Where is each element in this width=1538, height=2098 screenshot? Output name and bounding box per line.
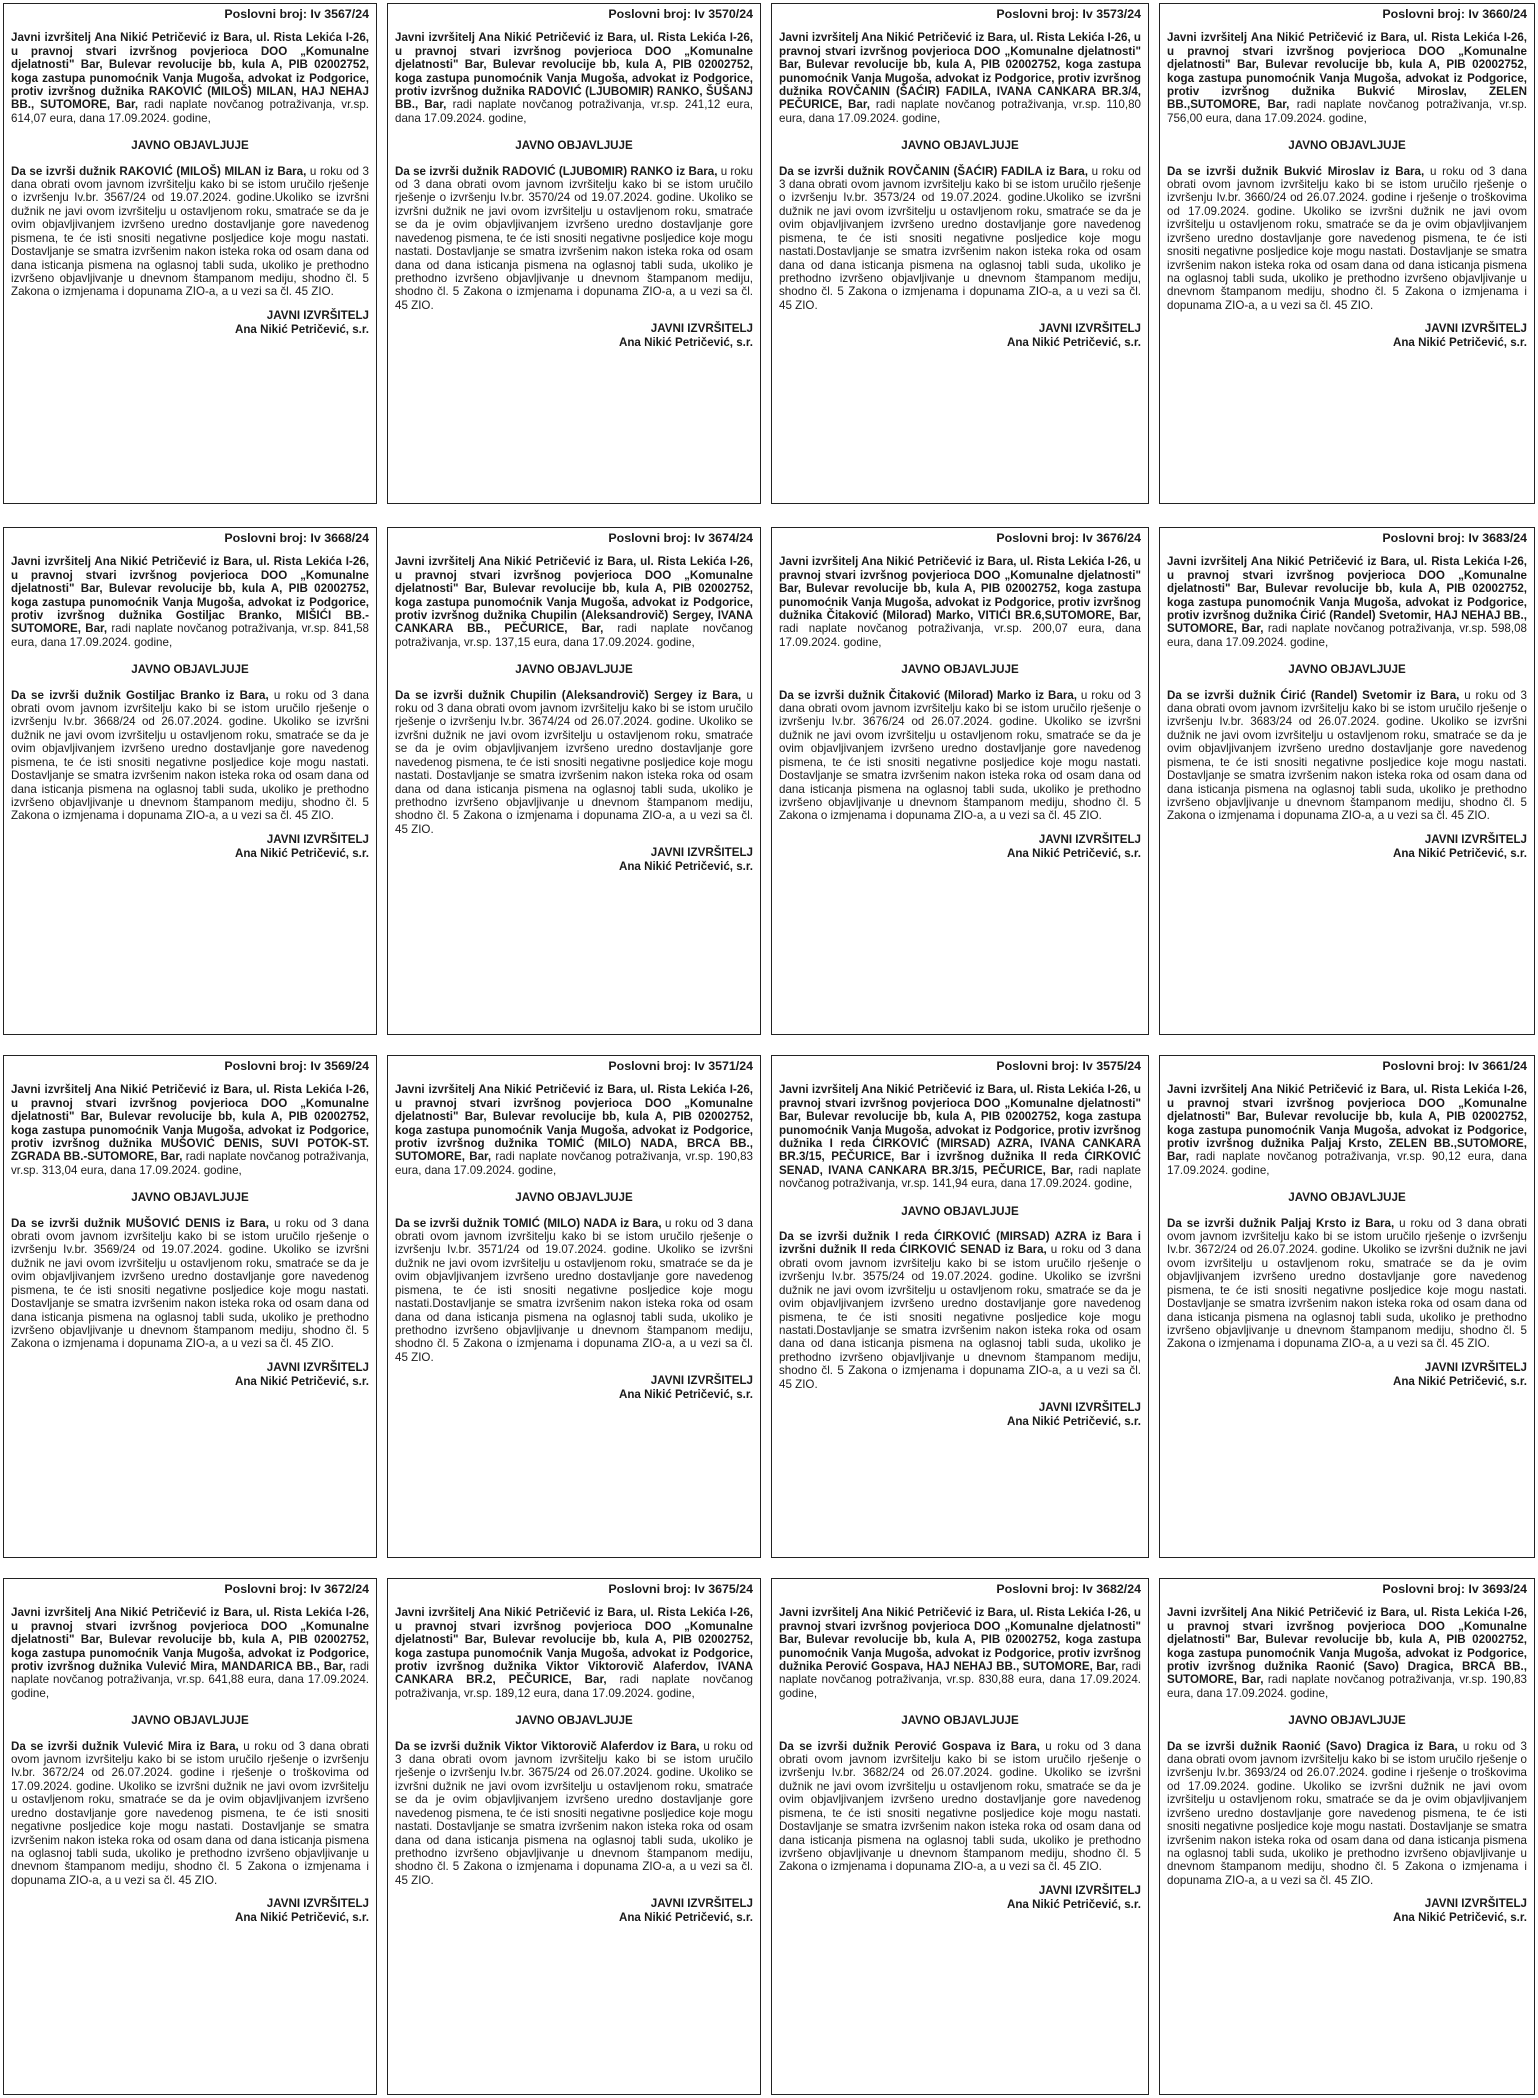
notice-3567	[3, 3, 377, 504]
signature-name: Ana Nikić Petričević, s.r.	[234, 1374, 369, 1388]
body-text: u roku od 3 dana obrati ovom javnom izvršitelju kako bi se istom uručilo rješenje o izvršenju Iv.br. 3569/24 od 19.07.2024. godine. Ukoliko se izvršni dužnik ne javi ovom izvršitelju u ostavljenom roku, smatraće se da je ovim objavljivanjem izvršeno uredno dostavljanje gore navedenog pismena, te će isti snositi negativne posljedice koje mogu nastati. Dostavljanje se smatra izvršenim nakon isteka roka od osam dana od dana isticanja pismena na oglasnoj tabli suda, ukoliko je prethodno izvršeno objavljivanje u dnevnom štampanom mediju, shodno čl. 5 Zakona o izmjenama i dopunama ZIO-a, a u vezi sa čl. 45 ZIO.	[11, 1216, 369, 1351]
signature	[395, 846, 753, 874]
signature-name: Ana Nikić Petričević, s.r.	[618, 1911, 753, 1925]
signature-name: Ana Nikić Petričević, s.r.	[234, 846, 369, 860]
case-number: Poslovni broj: Iv 3573/24	[996, 7, 1141, 21]
debtor-lead: Da se izvrši dužnik Vulević Mira iz Bara,	[11, 1739, 239, 1753]
notice-title: JAVNO OBJAVLJUJE	[515, 1714, 633, 1728]
notice-title: JAVNO OBJAVLJUJE	[901, 1714, 1019, 1728]
signature	[11, 1361, 369, 1389]
intro-rest: radi naplate novčanog potraživanja, vr.sp. 756,00 eura, dana 17.09.2024. godine,	[1167, 98, 1527, 125]
debtor-lead: Da se izvrši dužnik Ćirić (Randel) Svetomir iz Bara,	[1167, 688, 1460, 702]
signature-name: Ana Nikić Petričević, s.r.	[618, 1388, 753, 1402]
signature-title: JAVNI IZVRŠITELJ	[266, 308, 369, 322]
notice-3676	[771, 527, 1149, 1035]
intro-lead: Javni izvršitelj Ana Nikić Petričević iz Bara, ul. Rista Lekića I-26, u pravnoj stvari izvršnog povjerioca DOO „Komunalne djelatnosti" Bar, Bulevar revolucije bb, kula A, PIB 02002752, koga zastupa punomoćnik Vanja Mugoša, advokat iz Podgorice, protiv izvršnog dužnika I reda ĆIRKOVIĆ (MIRSAD) AZRA, IVANA CANKARA BR.3/15, PEČURICE, Bar i izvršnog dužnika II reda ĆIRKOVIĆ SENAD, IVANA CANKARA BR.3/15, PEČURICE, Bar,	[779, 1083, 1141, 1177]
signature-title: JAVNI IZVRŠITELJ	[650, 1897, 753, 1911]
notice-title: JAVNO OBJAVLJUJE	[515, 1191, 633, 1205]
notice-intro	[11, 31, 369, 125]
intro-lead: Javni izvršitelj Ana Nikić Petričević iz Bara, ul. Rista Lekića I-26, u pravnoj stvari izvršnog povjerioca DOO „Komunalne djelatnosti" Bar, Bulevar revolucije bb, kula A, PIB 02002752, koga zastupa punomoćnik Vanja Mugoša, advokat iz Podgorice, protiv izvršnog dužnika Perović Gospava, HAJ NEHAJ BB., SUTOMORE, Bar,	[779, 1606, 1141, 1674]
notice-3573	[771, 3, 1149, 504]
debtor-lead: Da se izvrši dužnik Chupilin (Aleksandrovič) Sergey iz Bara,	[395, 688, 742, 702]
intro-rest: radi naplate novčanog potraživanja, vr.sp. 241,12 eura, dana 17.09.2024. godine,	[395, 98, 753, 125]
debtor-lead: Da se izvrši dužnik Perović Gospava iz Bara,	[779, 1739, 1040, 1753]
signature	[11, 833, 369, 861]
body-text: u roku od 3 dana obrati ovom javnom izvršitelju kako bi se istom uručilo rješenje o izvršenju Iv.br. 3674/24 od 26.07.2024. godine. Ukoliko se izvršni dužnik ne javi ovom izvršitelju u ostavljenom roku, smatraće se da je ovim objavljivanjem izvršeno uredno dostavljanje gore navedenog pismena, te će isti snositi negativne posljedice koje mogu nastati. Dostavljanje se smatra izvršenim nakon isteka roka od osam dana od dana isticanja pismena na oglasnoj tabli suda, ukoliko je prethodno izvršeno objavljivanje u dnevnom štampanom mediju, shodno čl. 5 Zakona o izmjenama i dopunama ZIO-a, a u vezi sa čl. 45 ZIO.	[395, 688, 753, 836]
notice-intro	[779, 555, 1141, 649]
signature	[1167, 1897, 1527, 1925]
notice-intro	[395, 31, 753, 125]
body-text: u roku od 3 dana obrati ovom javnom izvršitelju kako bi se istom uručilo rješenje o izvršenju Iv.br. 3676/24 od 26.07.2024. godine. Ukoliko se izvršni dužnik ne javi ovom izvršitelju u ostavljenom roku, smatraće se da je ovim objavljivanjem izvršeno uredno dostavljanje gore navedenog pismena, te će isti snositi negativne posljedice koje mogu nastati. Dostavljanje se smatra izvršenim nakon isteka roka od osam dana od dana isticanja pismena na oglasnoj tabli suda, ukoliko je prethodno izvršeno objavljivanje u dnevnom štampanom mediju, shodno čl. 5 Zakona o izmjenama i dopunama ZIO-a, a u vezi sa čl. 45 ZIO.	[779, 688, 1141, 823]
body-text: u roku od 3 dana obrati ovom javnom izvršitelju kako bi se istom uručilo rješenje o izvršenju Iv.br. 3573/24 od 19.07.2024. godine.Ukoliko se izvršni dužnik ne javi ovom izvršitelju u ostavljenom roku, smatraće se da je ovim objavljivanjem izvršeno uredno dostavljanje gore navedenog pismena, te će isti snositi negativne posljedice koje mogu nastati.Dostavljanje se smatra izvršenim nakon isteka roka od osam dana od dana isticanja pismena na oglasnoj tabli suda, ukoliko je prethodno izvršeno objavljivanje u dnevnom štampanom mediju, shodno čl. 5 Zakona o izmjenama i dopunama ZIO-a, a u vezi sa čl. 45 ZIO.	[779, 164, 1141, 312]
signature	[779, 322, 1141, 350]
signature	[1167, 1361, 1527, 1389]
case-number: Poslovni broj: Iv 3683/24	[1382, 531, 1527, 545]
signature	[395, 322, 753, 350]
notice-body	[779, 1740, 1141, 1874]
notice-3672	[3, 1578, 377, 2095]
debtor-lead: Da se izvrši dužnik Čitaković (Milorad) Marko iz Bara,	[779, 688, 1078, 702]
notice-intro	[1167, 555, 1527, 649]
notice-3682	[771, 1578, 1149, 2095]
intro-lead: Javni izvršitelj Ana Nikić Petričević iz Bara, ul. Rista Lekića I-26, u pravnoj stvari izvršnog povjerioca DOO „Komunalne djelatnosti" Bar, Bulevar revolucije bb, kula A, PIB 02002752, koga zastupa punomoćnik Vanja Mugoša, advokat iz Podgorice, protiv izvršnog dužnika Gostiljac Branko, MIŠIĆI BB.- SUTOMORE, Bar,	[11, 555, 369, 636]
notice-title: JAVNO OBJAVLJUJE	[131, 1714, 249, 1728]
case-number: Poslovni broj: Iv 3575/24	[996, 1059, 1141, 1073]
notice-body	[1167, 165, 1527, 312]
notice-title: JAVNO OBJAVLJUJE	[1288, 1714, 1406, 1728]
notice-title: JAVNO OBJAVLJUJE	[901, 139, 1019, 153]
notice-intro	[1167, 31, 1527, 125]
notice-intro	[395, 1083, 753, 1177]
notice-body	[1167, 1740, 1527, 1887]
case-number: Poslovni broj: Iv 3569/24	[224, 1059, 369, 1073]
signature-name: Ana Nikić Petričević, s.r.	[1392, 1911, 1527, 1925]
debtor-lead: Da se izvrši dužnik RADOVIĆ (LJUBOMIR) RANKO iz Bara,	[395, 164, 718, 178]
notice-3570	[387, 3, 761, 504]
signature	[779, 1884, 1141, 1912]
notice-body	[779, 1230, 1141, 1391]
debtor-lead: Da se izvrši dužnik Raonić (Savo) Dragica iz Bara,	[1167, 1739, 1458, 1753]
intro-rest: radi naplate novčanog potraživanja, vr.sp. 110,80 eura, dana 17.09.2024. godine,	[779, 98, 1141, 125]
signature-name: Ana Nikić Petričević, s.r.	[1006, 336, 1141, 350]
notice-3571	[387, 1055, 761, 1558]
intro-lead: Javni izvršitelj Ana Nikić Petričević iz Bara, ul. Rista Lekića I-26, u pravnoj stvari izvršnog povjerioca DOO „Komunalne djelatnosti" Bar, Bulevar revolucije bb, kula A, PIB 02002752, koga zastupa punomoćnik Vanja Mugoša, advokat iz Podgorice, protiv izvršnog dužnika MUŠOVIĆ DENIS, SUVI POTOK-ST. ZGRADA BB.-SUTOMORE, Bar,	[11, 1083, 369, 1164]
notice-body	[11, 1740, 369, 1887]
body-text: u roku od 3 dana obrati ovom javnom izvršitelju kako bi se istom uručilo rješenje o izvršenju Iv.br. 3575/24 od 19.07.2024. godine. Ukoliko se izvršni dužnik ne javi ovom izvršitelju u ostavljenom roku, smatraće se da je ovim objavljivanjem izvršeno uredno dostavljanje gore navedenog pismena, te će isti snositi negativne posljedice koje mogu nastati.Dostavljanje se smatra izvršenim nakon isteka roka od osam dana od dana isticanja pismena na oglasnoj tabli suda, ukoliko je prethodno izvršeno objavljivanje u dnevnom štampanom mediju, shodno čl. 5 Zakona o izmjenama i dopunama ZIO-a, a u vezi sa čl. 45 ZIO.	[779, 1243, 1141, 1391]
intro-rest: radi naplate novčanog potraživanja, vr.sp. 190,83 eura, dana 17.09.2024. godine,	[1167, 1673, 1527, 1700]
signature	[1167, 322, 1527, 350]
body-text: u roku od 3 dana obrati ovom javnom izvršitelju kako bi se istom uručilo rješenje o izvršenju Iv.br. 3672/24 od 26.07.2024. godine i rješenje o troškovima od 17.09.2024. godine. Ukoliko se izvršni dužnik ne javi ovom izvršitelju u ostavljenom roku, smatraće se da je ovim objavljivanjem izvršeno uredno dostavljanje gore navedenog pismena, te će isti snositi negativne posljedice koje mogu nastati. Dostavljanje se smatra izvršenim nakon isteka roka od osam dana od dana isticanja pismena na oglasnoj tabli suda, ukoliko je prethodno izvršeno objavljivanje u dnevnom štampanom mediju, shodno čl. 5 Zakona o izmjenama i dopunama ZIO-a, a u vezi sa čl. 45 ZIO.	[11, 1739, 370, 1887]
intro-lead: Javni izvršitelj Ana Nikić Petričević iz Bara, ul. Rista Lekića I-26, u pravnoj stvari izvršnog povjerioca DOO „Komunalne djelatnosti" Bar, Bulevar revolucije bb, kula A, PIB 02002752, koga zastupa punomoćnik Vanja Mugoša, advokat iz Podgorice, protiv izvršnog dužnika Čitaković (Milorad) Marko, VITIĆI BR.6,SUTOMORE, Bar,	[779, 555, 1141, 623]
body-text: u roku od 3 dana obrati ovom javnom izvršitelju kako bi se istom uručilo rješenje o izvršenju Iv.br. 3683/24 od 26.07.2024. godine. Ukoliko se izvršni dužnik ne javi ovom izvršitelju u ostavljenom roku, smatraće se da je ovim objavljivanjem izvršeno uredno dostavljanje gore navedenog pismena, te će isti snositi negativne posljedice koje mogu nastati. Dostavljanje se smatra izvršenim nakon isteka roka od osam dana od dana isticanja pismena na oglasnoj tabli suda, ukoliko je prethodno izvršeno objavljivanje u dnevnom štampanom mediju, shodno čl. 5 Zakona o izmjenama i dopunama ZIO-a, a u vezi sa čl. 45 ZIO.	[1167, 688, 1527, 823]
case-number: Poslovni broj: Iv 3672/24	[224, 1582, 369, 1596]
signature-title: JAVNI IZVRŠITELJ	[266, 832, 369, 846]
case-number: Poslovni broj: Iv 3676/24	[996, 531, 1141, 545]
notice-title: JAVNO OBJAVLJUJE	[131, 663, 249, 677]
signature-title: JAVNI IZVRŠITELJ	[1424, 1897, 1527, 1911]
intro-lead: Javni izvršitelj Ana Nikić Petričević iz Bara, ul. Rista Lekića I-26, u pravnoj stvari izvršnog povjerioca DOO „Komunalne djelatnosti" Bar, Bulevar revolucije bb, kula A, PIB 02002752, koga zastupa punomoćnik Vanja Mugoša, advokat iz Podgorice, protiv izvršnog dužnika Ćirić (Randel) Svetomir, HAJ NEHAJ BB., SUTOMORE, Bar,	[1167, 555, 1527, 636]
signature	[11, 309, 369, 337]
notice-intro	[1167, 1606, 1527, 1700]
signature-title: JAVNI IZVRŠITELJ	[1424, 322, 1527, 336]
case-number: Poslovni broj: Iv 3693/24	[1382, 1582, 1527, 1596]
signature-name: Ana Nikić Petričević, s.r.	[1392, 336, 1527, 350]
notice-intro	[395, 555, 753, 649]
notice-body	[779, 689, 1141, 823]
notice-body	[1167, 689, 1527, 823]
intro-lead: Javni izvršitelj Ana Nikić Petričević iz Bara, ul. Rista Lekića I-26, u pravnoj stvari izvršnog povjerioca DOO „Komunalne djelatnosti" Bar, Bulevar revolucije bb, kula A, PIB 02002752, koga zastupa punomoćnik Vanja Mugoša, advokat iz Podgorice, protiv izvršnog dužnika ROVČANIN (ŠAĆIR) FADILA, IVANA CANKARA BR.3/4, PEČURICE, Bar,	[779, 31, 1141, 112]
intro-lead: Javni izvršitelj Ana Nikić Petričević iz Bara, ul. Rista Lekića I-26, u pravnoj stvari izvršnog povjerioca DOO „Komunalne djelatnosti" Bar, Bulevar revolucije bb, kula A, PIB 02002752, koga zastupa punomoćnik Vanja Mugoša, advokat iz Podgorice, protiv izvršnog dužnika Vulević Mira, MANDARICA BB., Bar,	[11, 1606, 369, 1674]
notice-body	[11, 165, 369, 299]
signature-title: JAVNI IZVRŠITELJ	[1038, 322, 1141, 336]
notice-3575	[771, 1055, 1149, 1558]
notice-title: JAVNO OBJAVLJUJE	[131, 139, 249, 153]
intro-rest: radi naplate novčanog potraživanja, vr.sp. 841,58 eura, dana 17.09.2024. godine,	[11, 622, 369, 649]
case-number: Poslovni broj: Iv 3661/24	[1382, 1059, 1527, 1073]
body-text: u roku od 3 dana obrati ovom javnom izvršitelju kako bi se istom uručilo rješenje o izvršenju Iv.br. 3571/24 od 19.07.2024. godine. Ukoliko se izvršni dužnik ne javi ovom izvršitelju u ostavljenom roku, smatraće se da je ovim objavljivanjem izvršeno uredno dostavljanje gore navedenog pismena, te će isti snositi negativne posljedice koje mogu nastati.Dostavljanje se smatra izvršenim nakon isteka roka od osam dana od dana isticanja pismena na oglasnoj tabli suda, ukoliko je prethodno izvršeno objavljivanje u dnevnom štampanom mediju, shodno čl. 5 Zakona o izmjenama i dopunama ZIO-a, a u vezi sa čl. 45 ZIO.	[395, 1216, 753, 1364]
notice-title: JAVNO OBJAVLJUJE	[1288, 663, 1406, 677]
notice-3661	[1159, 1055, 1535, 1558]
notice-intro	[779, 31, 1141, 125]
signature-name: Ana Nikić Petričević, s.r.	[1392, 846, 1527, 860]
intro-rest: radi naplate novčanog potraživanja, vr.sp. 141,94 eura, dana 17.09.2024. godine,	[779, 1163, 1142, 1191]
case-number: Poslovni broj: Iv 3675/24	[608, 1582, 753, 1596]
signature-name: Ana Nikić Petričević, s.r.	[1006, 1414, 1141, 1428]
intro-rest: radi naplate novčanog potraživanja, vr.sp. 90,12 eura, dana 17.09.2024. godine,	[1167, 1150, 1527, 1177]
signature-name: Ana Nikić Petričević, s.r.	[618, 860, 753, 874]
signature-title: JAVNI IZVRŠITELJ	[1038, 1883, 1141, 1897]
signature-name: Ana Nikić Petričević, s.r.	[618, 336, 753, 350]
intro-lead: Javni izvršitelj Ana Nikić Petričević iz Bara, ul. Rista Lekića I-26, u pravnoj stvari izvršnog povjerioca DOO „Komunalne djelatnosti" Bar, Bulevar revolucije bb, kula A, PIB 02002752, koga zastupa punomoćnik Vanja Mugoša, advokat iz Podgorice, protiv izvršnog dužnika RADOVIĆ (LJUBOMIR) RANKO, ŠUŠANJ BB., Bar,	[395, 31, 753, 112]
intro-lead: Javni izvršitelj Ana Nikić Petričević iz Bara, ul. Rista Lekića I-26, u pravnoj stvari izvršnog povjerioca DOO „Komunalne djelatnosti" Bar, Bulevar revolucije bb, kula A, PIB 02002752, koga zastupa punomoćnik Vanja Mugoša, advokat iz Podgorice, protiv izvršnog dužnika RAKOVIĆ (MILOŠ) MILAN, HAJ NEHAJ BB., SUTOMORE, Bar,	[11, 31, 369, 112]
signature	[1167, 833, 1527, 861]
intro-rest: radi naplate novčanog potraživanja, vr.sp. 200,07 eura, dana 17.09.2024. godine,	[779, 622, 1141, 649]
signature-title: JAVNI IZVRŠITELJ	[266, 1897, 369, 1911]
notice-title: JAVNO OBJAVLJUJE	[131, 1191, 249, 1205]
signature	[395, 1897, 753, 1925]
notice-3660	[1159, 3, 1535, 504]
case-number: Poslovni broj: Iv 3674/24	[608, 531, 753, 545]
debtor-lead: Da se izvrši dužnik Viktor Viktorovič Alaferdov iz Bara,	[395, 1739, 700, 1753]
intro-rest: radi naplate novčanog potraživanja, vr.sp. 598,08 eura, dana 17.09.2024. godine,	[1167, 622, 1527, 649]
debtor-lead: Da se izvrši dužnik ROVČANIN (ŠAĆIR) FADILA iz Bara,	[779, 164, 1088, 178]
notice-body	[11, 689, 369, 823]
notice-intro	[779, 1083, 1141, 1190]
intro-lead: Javni izvršitelj Ana Nikić Petričević iz Bara, ul. Rista Lekića I-26, u pravnoj stvari izvršnog povjerioca DOO „Komunalne djelatnosti" Bar, Bulevar revolucije bb, kula A, PIB 02002752, koga zastupa punomoćnik Vanja Mugoša, advokat iz Podgorice, protiv izvršnog dužnika TOMIĆ (MILO) NADA, BRCA BB., SUTOMORE, Bar,	[395, 1083, 753, 1164]
debtor-lead: Da se izvrši dužnik I reda ĆIRKOVIĆ (MIRSAD) AZRA iz Bara i izvršni dužnik II reda ĆIRKOVIĆ SENAD iz Bara,	[779, 1230, 1141, 1257]
intro-rest: radi naplate novčanog potraživanja, vr.sp. 830,88 eura, dana 17.09.2024. godine,	[779, 1660, 1141, 1700]
notice-intro	[11, 1083, 369, 1177]
debtor-lead: Da se izvrši dužnik TOMIĆ (MILO) NADA iz Bara,	[395, 1216, 662, 1230]
intro-rest: radi naplate novčanog potraživanja, vr.sp. 641,88 eura, dana 17.09.2024. godine,	[11, 1660, 369, 1700]
signature-title: JAVNI IZVRŠITELJ	[1424, 1360, 1527, 1374]
intro-lead: Javni izvršitelj Ana Nikić Petričević iz Bara, ul. Rista Lekića I-26, u pravnoj stvari izvršnog povjerioca DOO „Komunalne djelatnosti" Bar, Bulevar revolucije bb, kula A, PIB 02002752, koga zastupa punomoćnik Vanja Mugoša, advokat iz Podgorice, protiv izvršnog dužnika Bukvić Miroslav, ZELEN BB.,SUTOMORE, Bar,	[1167, 31, 1527, 112]
intro-rest: radi naplate novčanog potraživanja, vr.sp. 313,04 eura, dana 17.09.2024. godine,	[11, 1150, 369, 1177]
body-text: u roku od 3 dana obrati ovom javnom izvršitelju kako bi se istom uručilo rješenje o izvršenju Iv.br. 3693/24 od 26.07.2024. godine i rješenje o troškovima od 17.09.2024. godine. Ukoliko se izvršni dužnik ne javi ovom izvršitelju u ostavljenom roku, smatraće se da je ovim objavljivanjem izvršeno uredno dostavljanje gore navedenog pismena, te će isti snositi negativne posljedice koje mogu nastati. Dostavljanje se smatra izvršenim nakon isteka roka od osam dana od dana isticanja pismena na oglasnoj tabli suda, ukoliko je prethodno izvršeno objavljivanje u dnevnom štampanom mediju, shodno čl. 5 Zakona o izmjenama i dopunama ZIO-a, a u vezi sa čl. 45 ZIO.	[1167, 1739, 1527, 1887]
notice-body	[779, 165, 1141, 312]
signature	[11, 1897, 369, 1925]
body-text: u roku od 3 dana obrati ovom javnom izvršitelju kako bi se istom uručilo rješenje o izvršenju Iv.br. 3660/24 od 26.07.2024. godine i rješenje o troškovima od 17.09.2024. godine. Ukoliko se izvršni dužnik ne javi ovom izvršitelju u ostavljenom roku, smatraće se da je ovim objavljivanjem izvršeno uredno dostavljanje gore navedenog pismena, te će isti snositi negativne posljedice koje mogu nastati. Dostavljanje se smatra izvršenim nakon isteka roka od osam dana od dana isticanja pismena na oglasnoj tabli suda, ukoliko je prethodno izvršeno objavljivanje u dnevnom štampanom mediju, shodno čl. 5 Zakona o izmjenama i dopunama ZIO-a, a u vezi sa čl. 45 ZIO.	[1167, 164, 1527, 312]
notice-title: JAVNO OBJAVLJUJE	[515, 139, 633, 153]
signature-name: Ana Nikić Petričević, s.r.	[1006, 1897, 1141, 1911]
notice-title: JAVNO OBJAVLJUJE	[901, 1204, 1019, 1218]
case-number: Poslovni broj: Iv 3570/24	[608, 7, 753, 21]
signature-title: JAVNI IZVRŠITELJ	[650, 322, 753, 336]
case-number: Poslovni broj: Iv 3660/24	[1382, 7, 1527, 21]
intro-rest: radi naplate novčanog potraživanja, vr.sp. 189,12 eura, dana 17.09.2024. godine,	[395, 1673, 753, 1700]
signature-title: JAVNI IZVRŠITELJ	[1424, 832, 1527, 846]
debtor-lead: Da se izvrši dužnik RAKOVIĆ (MILOŠ) MILAN iz Bara,	[11, 164, 307, 178]
body-text: u roku od 3 dana obrati ovom javnom izvršitelju kako bi se istom uručilo rješenje o izvršenju Iv.br. 3668/24 od 26.07.2024. godine. Ukoliko se izvršni dužnik ne javi ovom izvršitelju u ostavljenom roku, smatraće se da je ovim objavljivanjem izvršeno uredno dostavljanje gore navedenog pismena, te će isti snositi negativne posljedice koje mogu nastati. Dostavljanje se smatra izvršenim nakon isteka roka od osam dana od dana isticanja pismena na oglasnoj tabli suda, ukoliko je prethodno izvršeno objavljivanje u dnevnom štampanom mediju, shodno čl. 5 Zakona o izmjenama i dopunama ZIO-a, a u vezi sa čl. 45 ZIO.	[11, 688, 369, 823]
body-text: u roku od 3 dana obrati ovom javnom izvršitelju kako bi se istom uručilo rješenje o izvršenju Iv.br. 3567/24 od 19.07.2024. godine.Ukoliko se izvršni dužnik ne javi ovom izvršitelju u ostavljenom roku, smatraće se da je ovim objavljivanjem izvršeno uredno dostavljanje gore navedenog pismena, te će isti snositi negativne posljedice koje mogu nastati. Dostavljanje se smatra izvršenim nakon isteka roka od osam dana od dana isticanja pismena na oglasnoj tabli suda, ukoliko je prethodno izvršeno objavljivanje u dnevnom štampanom mediju, shodno čl. 5 Zakona o izmjenama i dopunama ZIO-a, a u vezi sa čl. 45 ZIO.	[11, 164, 370, 299]
intro-lead: Javni izvršitelj Ana Nikić Petričević iz Bara, ul. Rista Lekića I-26, u pravnoj stvari izvršnog povjerioca DOO „Komunalne djelatnosti" Bar, Bulevar revolucije bb, kula A, PIB 02002752, koga zastupa punomoćnik Vanja Mugoša, advokat iz Podgorice, protiv izvršnog dužnika Chupilin (Aleksandrovič) Sergey, IVANA CANKARA BB., PEČURICE, Bar,	[395, 555, 753, 636]
case-number: Poslovni broj: Iv 3571/24	[608, 1059, 753, 1073]
notice-intro	[11, 1606, 369, 1700]
body-text: u roku od 3 dana obrati ovom javnom izvršitelju kako bi se istom uručilo rješenje o izvršenju Iv.br. 3675/24 od 26.07.2024. godine. Ukoliko se izvršni dužnik ne javi ovom izvršitelju u ostavljenom roku, smatraće se da je ovim objavljivanjem izvršeno uredno dostavljanje gore navedenog pismena, te će isti snositi negativne posljedice koje mogu nastati. Dostavljanje se smatra izvršenim nakon isteka roka od osam dana od dana isticanja pismena na oglasnoj tabli suda, ukoliko je prethodno izvršeno objavljivanje u dnevnom štampanom mediju, shodno čl. 5 Zakona o izmjenama i dopunama ZIO-a, a u vezi sa čl. 45 ZIO.	[395, 1739, 753, 1887]
signature-title: JAVNI IZVRŠITELJ	[650, 1374, 753, 1388]
notice-3674	[387, 527, 761, 1035]
notice-body	[11, 1217, 369, 1351]
signature	[395, 1374, 753, 1402]
signature	[779, 1401, 1141, 1429]
signature-name: Ana Nikić Petričević, s.r.	[1392, 1374, 1527, 1388]
notice-body	[1167, 1217, 1527, 1351]
intro-lead: Javni izvršitelj Ana Nikić Petričević iz Bara, ul. Rista Lekića I-26, u pravnoj stvari izvršnog povjerioca DOO „Komunalne djelatnosti" Bar, Bulevar revolucije bb, kula A, PIB 02002752, koga zastupa punomoćnik Vanja Mugoša, advokat iz Podgorice, protiv izvršnog dužnika Paljaj Krsto, ZELEN BB.,SUTOMORE, Bar,	[1167, 1083, 1527, 1164]
case-number: Poslovni broj: Iv 3668/24	[224, 531, 369, 545]
notice-title: JAVNO OBJAVLJUJE	[901, 663, 1019, 677]
case-number: Poslovni broj: Iv 3682/24	[996, 1582, 1141, 1596]
notice-3683	[1159, 527, 1535, 1035]
notice-title: JAVNO OBJAVLJUJE	[1288, 1191, 1406, 1205]
signature-name: Ana Nikić Petričević, s.r.	[234, 1911, 369, 1925]
debtor-lead: Da se izvrši dužnik Gostiljac Branko iz Bara,	[11, 688, 269, 702]
debtor-lead: Da se izvrši dužnik Paljaj Krsto iz Bara,	[1167, 1216, 1395, 1230]
notice-body	[395, 689, 753, 836]
notice-intro	[1167, 1083, 1527, 1177]
body-text: u roku od 3 dana obrati ovom javnom izvršitelju kako bi se istom uručilo rješenje o izvršenju Iv.br. 3682/24 od 26.07.2024. godine. Ukoliko se izvršni dužnik ne javi ovom izvršitelju u ostavljenom roku, smatraće se da je ovim objavljivanjem izvršeno uredno dostavljanje gore navedenog pismena, te će isti snositi negativne posljedice koje mogu nastati. Dostavljanje se smatra izvršenim nakon isteka roka od osam dana od dana isticanja pismena na oglasnoj tabli suda, ukoliko je prethodno izvršeno objavljivanje u dnevnom štampanom mediju, shodno čl. 5 Zakona o izmjenama i dopunama ZIO-a, a u vezi sa čl. 45 ZIO.	[779, 1739, 1141, 1874]
signature-title: JAVNI IZVRŠITELJ	[650, 846, 753, 860]
body-text: u roku od 3 dana obrati ovom javnom izvršitelju kako bi se istom uručilo rješenje o izvršenju Iv.br. 3672/24 od 26.07.2024. godine. Ukoliko se izvršni dužnik ne javi ovom izvršitelju u ostavljenom roku, smatraće se da je ovim objavljivanjem izvršeno uredno dostavljanje gore navedenog pismena, te će isti snositi negativne posljedice koje mogu nastati. Dostavljanje se smatra izvršenim nakon isteka roka od osam dana od dana isticanja pismena na oglasnoj tabli suda, ukoliko je prethodno izvršeno objavljivanje u dnevnom štampanom mediju, shodno čl. 5 Zakona o izmjenama i dopunama ZIO-a, a u vezi sa čl. 45 ZIO.	[1167, 1216, 1527, 1351]
debtor-lead: Da se izvrši dužnik MUŠOVIĆ DENIS iz Bara,	[11, 1216, 269, 1230]
notice-body	[395, 1740, 753, 1887]
signature-name: Ana Nikić Petričević, s.r.	[234, 322, 369, 336]
intro-lead: Javni izvršitelj Ana Nikić Petričević iz Bara, ul. Rista Lekića I-26, u pravnoj stvari izvršnog povjerioca DOO „Komunalne djelatnosti" Bar, Bulevar revolucije bb, kula A, PIB 02002752, koga zastupa punomoćnik Vanja Mugoša, advokat iz Podgorice, protiv izvršnog dužnika Viktor Viktorovič Alaferdov, IVANA CANKARA BR.2, PEČURICE, Bar,	[395, 1606, 753, 1687]
intro-rest: radi naplate novčanog potraživanja, vr.sp. 614,07 eura, dana 17.09.2024. godine,	[11, 98, 369, 125]
signature-title: JAVNI IZVRŠITELJ	[1038, 832, 1141, 846]
signature	[779, 833, 1141, 861]
notice-title: JAVNO OBJAVLJUJE	[515, 663, 633, 677]
notice-3569	[3, 1055, 377, 1558]
intro-rest: radi naplate novčanog potraživanja, vr.sp. 137,15 eura, dana 17.09.2024. godine,	[395, 622, 753, 649]
signature-name: Ana Nikić Petričević, s.r.	[1006, 846, 1141, 860]
signature-title: JAVNI IZVRŠITELJ	[1038, 1400, 1141, 1414]
signature-title: JAVNI IZVRŠITELJ	[266, 1360, 369, 1374]
notice-3668	[3, 527, 377, 1035]
intro-lead: Javni izvršitelj Ana Nikić Petričević iz Bara, ul. Rista Lekića I-26, u pravnoj stvari izvršnog povjerioca DOO „Komunalne djelatnosti" Bar, Bulevar revolucije bb, kula A, PIB 02002752, koga zastupa punomoćnik Vanja Mugoša, advokat iz Podgorice, protiv izvršnog dužnika Raonić (Savo) Dragica, BRCA BB., SUTOMORE, Bar,	[1167, 1606, 1527, 1687]
body-text: u roku od 3 dana obrati ovom javnom izvršitelju kako bi se istom uručilo rješenje o izvršenju Iv.br. 3570/24 od 19.07.2024. godine. Ukoliko se izvršni dužnik ne javi ovom izvršitelju u ostavljenom roku, smatraće se da je ovim objavljivanjem izvršeno uredno dostavljanje gore navedenog pismena, te će isti snositi negativne posljedice koje mogu nastati. Dostavljanje se smatra izvršenim nakon isteka roka od osam dana od dana isticanja pismena na oglasnoj tabli suda, ukoliko je prethodno izvršeno objavljivanje u dnevnom štampanom mediju, shodno čl. 5 Zakona o izmjenama i dopunama ZIO-a, a u vezi sa čl. 45 ZIO.	[395, 164, 753, 312]
notice-intro	[11, 555, 369, 649]
notice-title: JAVNO OBJAVLJUJE	[1288, 139, 1406, 153]
notice-intro	[779, 1606, 1141, 1700]
notice-3675	[387, 1578, 761, 2095]
case-number: Poslovni broj: Iv 3567/24	[224, 7, 369, 21]
debtor-lead: Da se izvrši dužnik Bukvić Miroslav iz Bara,	[1167, 164, 1425, 178]
intro-rest: radi naplate novčanog potraživanja, vr.sp. 190,83 eura, dana 17.09.2024. godine,	[395, 1150, 753, 1177]
notice-body	[395, 1217, 753, 1364]
notice-intro	[395, 1606, 753, 1700]
notice-3693	[1159, 1578, 1535, 2095]
notice-body	[395, 165, 753, 312]
